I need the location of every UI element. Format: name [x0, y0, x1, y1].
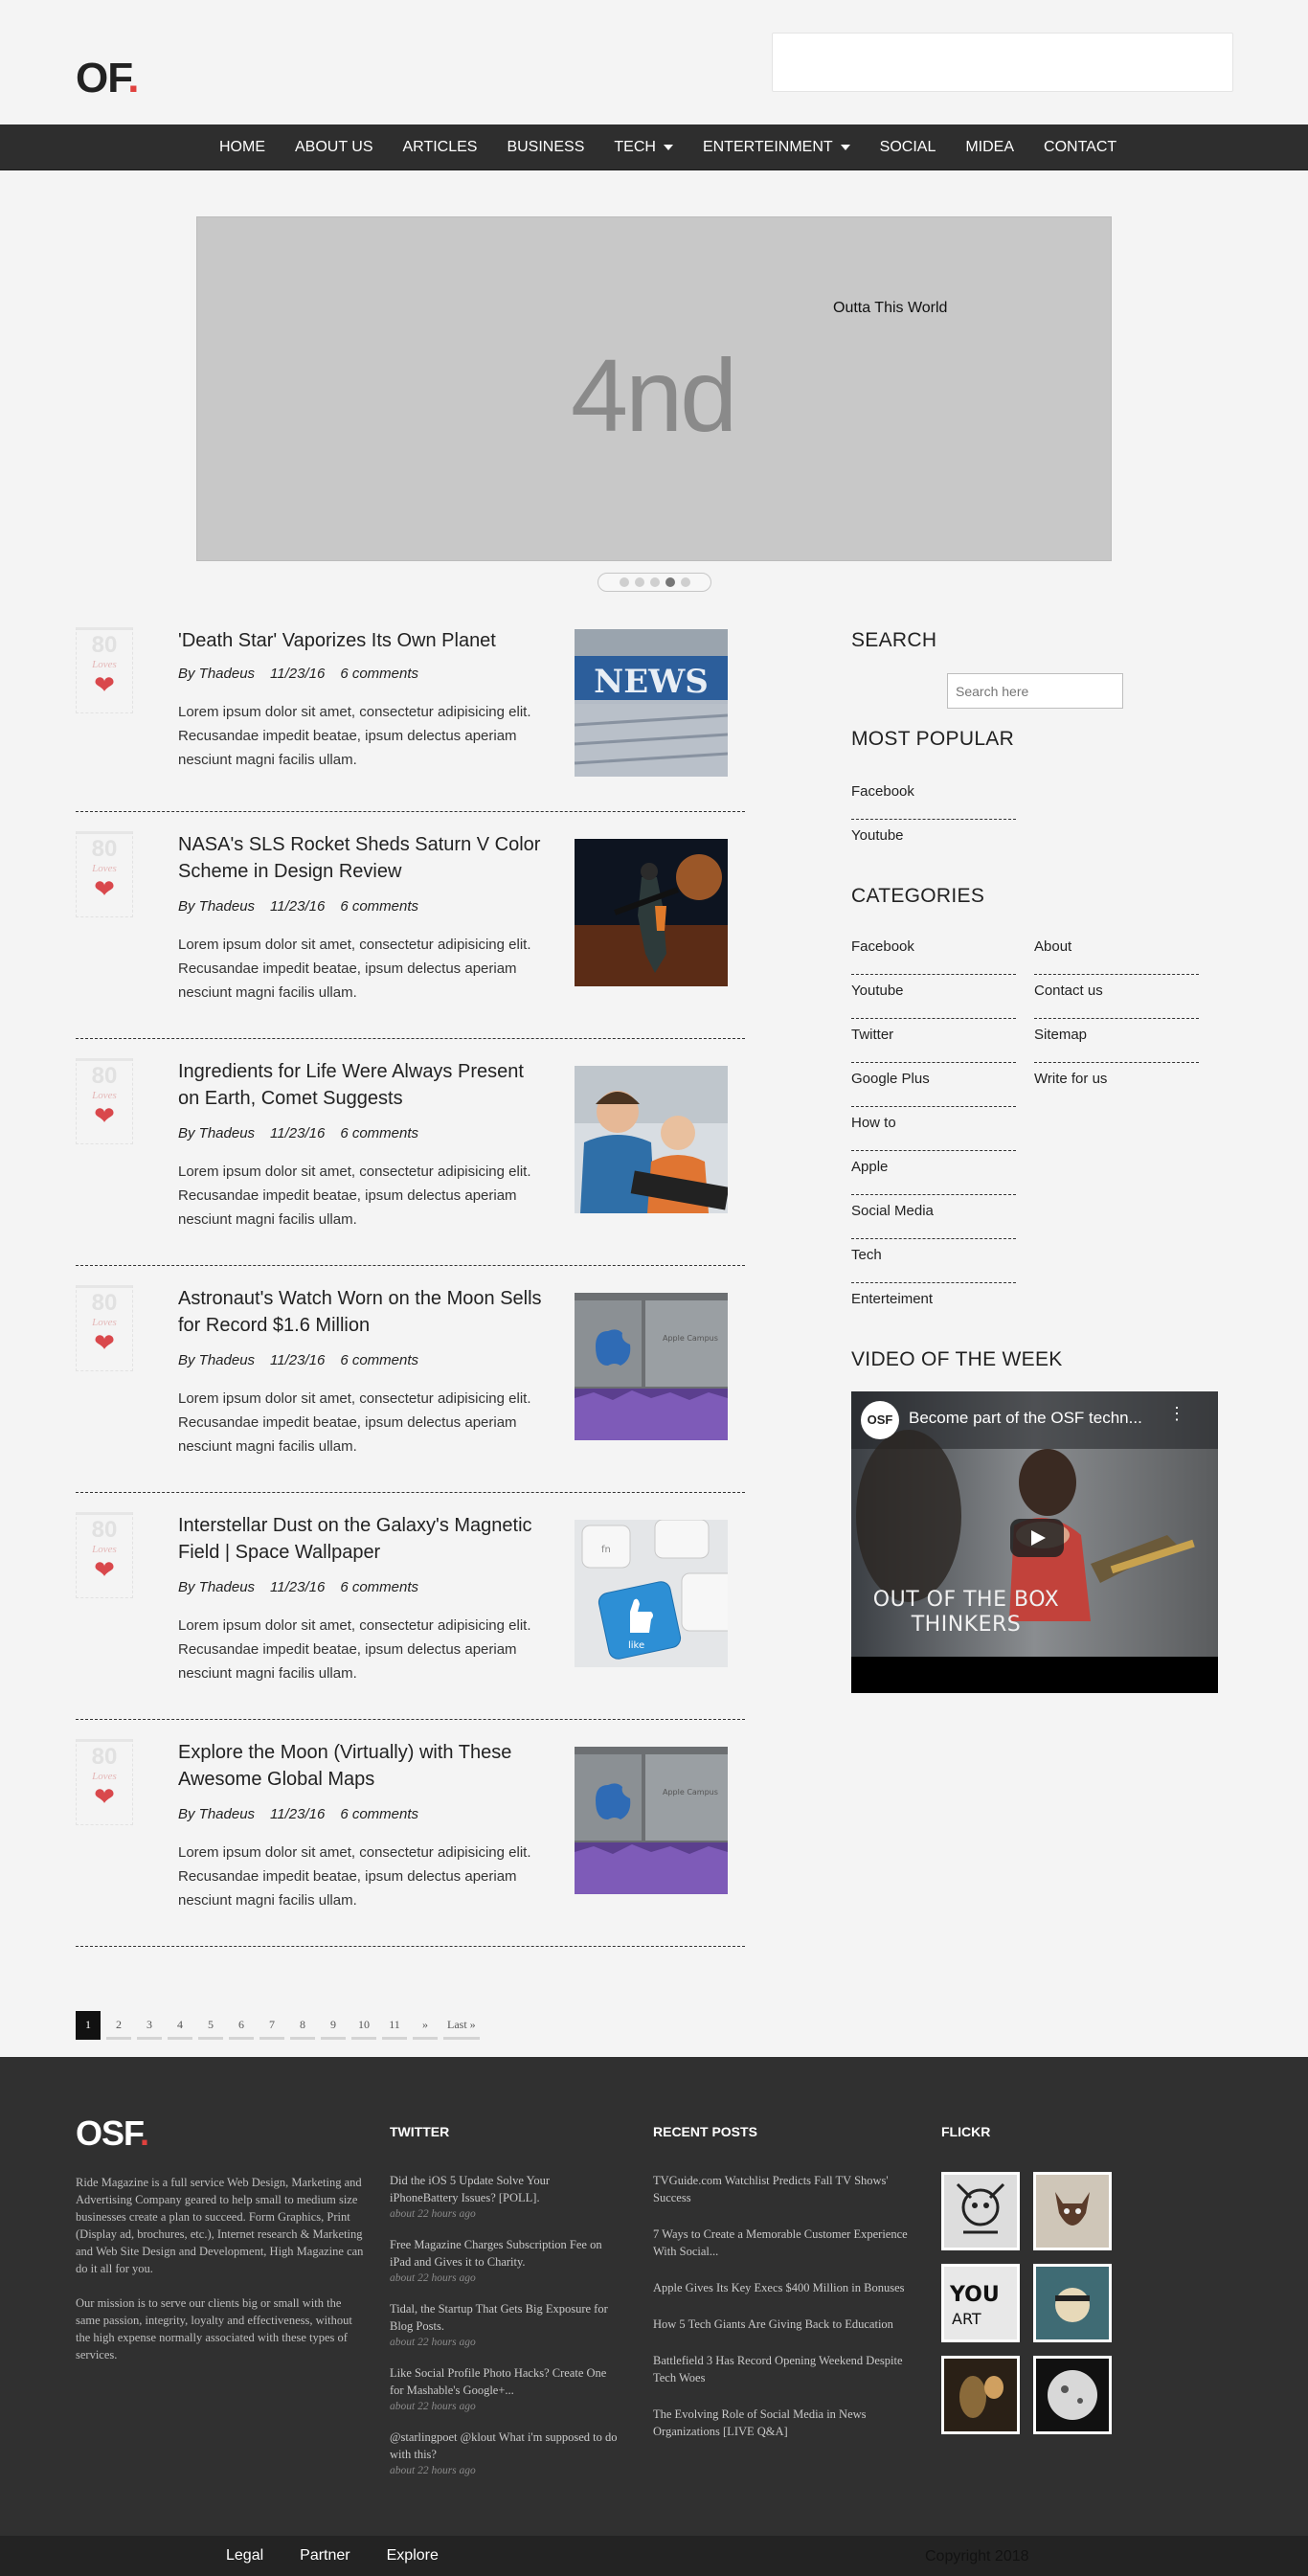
about-paragraph: Our mission is to serve our clients big or small with the same passion, integrity, loyalty and effectiveness, without the high expense normally associated with these types of services.	[76, 2296, 352, 2361]
tweet-text[interactable]: @starlingpoet @klout What i'm supposed to do with this?	[390, 2430, 618, 2461]
tweet-text[interactable]: Tidal, the Startup That Gets Big Exposure for Blog Posts.	[390, 2302, 608, 2333]
categories-list-left	[851, 931, 1016, 1327]
slider-dot[interactable]	[635, 577, 644, 587]
recent-post-link[interactable]: 7 Ways to Create a Memorable Customer Experience With Social...	[653, 2227, 908, 2258]
post-date: 11/23/16	[270, 1352, 326, 1368]
tweet-text[interactable]: Free Magazine Charges Subscription Fee on iPad and Gives it to Charity.	[390, 2238, 602, 2269]
post-divider	[76, 1492, 745, 1493]
tweet-time: about 22 hours ago	[390, 2401, 476, 2412]
heart-icon[interactable]: ❤	[94, 670, 115, 699]
pagination	[76, 2011, 480, 2040]
tweet-time: about 22 hours ago	[390, 2337, 476, 2348]
page-link[interactable]: 7	[259, 2011, 284, 2040]
post-divider	[76, 811, 745, 812]
post-item	[76, 1058, 745, 1250]
post-comments[interactable]: 6 comments	[340, 898, 419, 915]
loves-count: 80	[91, 1063, 118, 1089]
page-link[interactable]: »	[413, 2011, 438, 2040]
post-date: 11/23/16	[270, 898, 326, 915]
tweet	[390, 2429, 620, 2478]
tweet	[390, 2236, 620, 2286]
video-overlay-text: OUT OF THE BOX THINKERS	[872, 1588, 1060, 1637]
tweet-time: about 22 hours ago	[390, 2208, 476, 2220]
post-title[interactable]: NASA's SLS Rocket Sheds Saturn V Color Scheme in Design Review	[178, 834, 541, 882]
category-link[interactable]: Youtube	[851, 975, 1016, 1019]
post-meta	[178, 1579, 434, 1595]
nav-item-midea[interactable]	[965, 139, 1014, 156]
bottom-link[interactable]: Partner	[300, 2547, 350, 2564]
page-link[interactable]: 5	[198, 2011, 223, 2040]
flickr-photo[interactable]	[941, 2172, 1020, 2250]
nav-list	[219, 124, 1146, 170]
nav-label: MIDEA	[965, 139, 1015, 155]
page-link[interactable]: Last »	[443, 2011, 480, 2040]
tweet	[390, 2364, 620, 2414]
loves-counter[interactable]	[76, 831, 133, 917]
recent-posts-list	[653, 2172, 921, 2459]
post-excerpt: Lorem ipsum dolor sit amet, consectetur adipisicing elit. Recusandae impedit beatae, ipsum delectus aperiam nesciunt magni facilis ullam.	[178, 937, 531, 1001]
tweet-text[interactable]: Like Social Profile Photo Hacks? Create One for Mashable's Google+...	[390, 2366, 607, 2397]
category-link[interactable]: How to	[851, 1107, 1016, 1151]
flickr-photo[interactable]	[941, 2264, 1020, 2342]
hero-slider[interactable]	[196, 216, 1112, 561]
post-thumbnail[interactable]	[575, 629, 728, 777]
category-link[interactable]: Social Media	[851, 1195, 1016, 1239]
post-title[interactable]: Ingredients for Life Were Always Present on Earth, Comet Suggests	[178, 1061, 524, 1109]
footer-about	[76, 2174, 368, 2381]
post-comments[interactable]: 6 comments	[340, 1352, 419, 1368]
post-divider	[76, 1946, 745, 1947]
sidebar-search-input[interactable]	[947, 673, 1123, 709]
category-link[interactable]: Sitemap	[1034, 1019, 1199, 1063]
recent-post-link[interactable]: Apple Gives Its Key Execs $400 Million in Bonuses	[653, 2281, 905, 2294]
slider-dot[interactable]	[650, 577, 660, 587]
post-date: 11/23/16	[270, 666, 326, 682]
post-meta	[178, 898, 434, 915]
post-comments[interactable]: 6 comments	[340, 1806, 419, 1822]
recent-post-link[interactable]: Battlefield 3 Has Record Opening Weekend Despite Tech Woes	[653, 2354, 903, 2384]
svg-text:Apple Campus: Apple Campus	[663, 1334, 718, 1343]
nav-label: BUSINESS	[507, 139, 585, 155]
nav-item-social[interactable]	[880, 139, 936, 156]
slider-dot[interactable]	[665, 577, 675, 587]
flickr-photo[interactable]	[1033, 2356, 1112, 2434]
heart-icon[interactable]: ❤	[94, 874, 115, 903]
svg-text:like: like	[628, 1640, 645, 1651]
recent-post-link[interactable]: TVGuide.com Watchlist Predicts Fall TV Shows' Success	[653, 2174, 889, 2204]
slider-dot[interactable]	[620, 577, 629, 587]
post-author[interactable]: By Thadeus	[178, 1579, 256, 1595]
footer-logo[interactable]: OSF.	[76, 2113, 149, 2153]
nav-label: ABOUT US	[295, 139, 373, 155]
nav-label: CONTACT	[1044, 139, 1117, 155]
page-link[interactable]: 11	[382, 2011, 407, 2040]
nav-label: HOME	[219, 139, 265, 155]
more-options-icon[interactable]: ⋮	[1168, 1404, 1185, 1423]
page-link[interactable]: 1	[76, 2011, 101, 2040]
site-logo[interactable]: OF.	[76, 55, 139, 102]
post-date: 11/23/16	[270, 1579, 326, 1595]
loves-count: 80	[91, 1290, 118, 1316]
post-divider	[76, 1719, 745, 1720]
category-link[interactable]: Write for us	[1034, 1071, 1108, 1087]
loves-count: 80	[91, 632, 118, 658]
copyright: Copyright 2018	[925, 2548, 1029, 2565]
loves-count: 80	[91, 836, 118, 862]
nav-label: ENTERTEINMENT	[702, 139, 833, 155]
recent-posts-heading: RECENT POSTS	[653, 2124, 757, 2139]
search-heading: SEARCH	[851, 629, 937, 651]
nav-label: SOCIAL	[879, 139, 936, 155]
page-link[interactable]: 2	[106, 2011, 131, 2040]
post-item	[76, 1512, 745, 1704]
post-meta	[178, 1125, 434, 1141]
loves-label: Loves	[92, 1544, 117, 1555]
flickr-heading: FLICKR	[941, 2124, 991, 2139]
slide-number: 4nd	[571, 337, 735, 453]
bottom-link[interactable]: Legal	[226, 2547, 264, 2564]
category-link[interactable]: About	[1034, 931, 1199, 975]
tweet-text[interactable]: Did the iOS 5 Update Solve Your iPhoneBattery Issues? [POLL].	[390, 2174, 551, 2204]
category-link[interactable]: Google Plus	[851, 1063, 1016, 1107]
post-meta	[178, 666, 434, 682]
post-author[interactable]: By Thadeus	[178, 898, 256, 915]
main-nav	[0, 124, 1308, 170]
heart-icon[interactable]: ❤	[94, 1555, 115, 1584]
post-author[interactable]: By Thadeus	[178, 1352, 256, 1368]
bottom-link[interactable]: Explore	[386, 2547, 439, 2564]
post-title[interactable]: 'Death Star' Vaporizes Its Own Planet	[178, 630, 496, 651]
svg-text:ART: ART	[952, 2310, 981, 2328]
post-thumbnail[interactable]	[575, 1293, 728, 1440]
flickr-photo[interactable]	[1033, 2172, 1112, 2250]
loves-label: Loves	[92, 1771, 117, 1782]
post-comments[interactable]: 6 comments	[340, 666, 419, 682]
loves-counter[interactable]	[76, 1058, 133, 1144]
post-thumbnail[interactable]	[575, 1520, 728, 1667]
post-thumbnail[interactable]	[575, 1747, 728, 1894]
post-item	[76, 1285, 745, 1477]
tweet	[390, 2172, 620, 2222]
flickr-photo[interactable]	[941, 2356, 1020, 2434]
nav-item-about-us[interactable]	[295, 139, 373, 156]
nav-item-home[interactable]	[219, 139, 265, 156]
loves-label: Loves	[92, 863, 117, 874]
page-link[interactable]: 9	[321, 2011, 346, 2040]
most-popular-heading: MOST POPULAR	[851, 728, 1015, 750]
post-excerpt: Lorem ipsum dolor sit amet, consectetur adipisicing elit. Recusandae impedit beatae, ipsum delectus aperiam nesciunt magni facilis ullam.	[178, 1164, 531, 1228]
heart-icon[interactable]: ❤	[94, 1782, 115, 1811]
channel-logo[interactable]: OSF	[861, 1401, 899, 1439]
nav-item-business[interactable]	[507, 139, 584, 156]
category-link[interactable]: Enterteiment	[851, 1291, 934, 1307]
loves-counter[interactable]	[76, 1739, 133, 1825]
twitter-feed	[390, 2172, 620, 2493]
post-excerpt: Lorem ipsum dolor sit amet, consectetur adipisicing elit. Recusandae impedit beatae, ipsum delectus aperiam nesciunt magni facilis ullam.	[178, 1844, 531, 1909]
tweet	[390, 2300, 620, 2350]
loves-counter[interactable]	[76, 627, 133, 713]
post-date: 11/23/16	[270, 1806, 326, 1822]
heart-icon[interactable]: ❤	[94, 1328, 115, 1357]
nav-item-tech[interactable]	[614, 139, 673, 156]
post-divider	[76, 1038, 745, 1039]
page-link[interactable]: 6	[229, 2011, 254, 2040]
flickr-gallery	[941, 2172, 1123, 2434]
about-paragraph: Ride Magazine is a full service Web Design, Marketing and Advertising Company geared to help small to medium size businesses create a plan to succeed. Form Graphics, Print (Display ad, brochures, etc.), Internet research & Marketing and Web Site Design and Development, High Magazine can do it all for you.	[76, 2176, 364, 2275]
slide-caption: Outta This World	[833, 300, 948, 316]
bottom-links	[226, 2536, 475, 2576]
post-comments[interactable]: 6 comments	[340, 1125, 419, 1141]
most-popular-list	[851, 776, 1016, 864]
post-thumbnail[interactable]	[575, 839, 728, 986]
post-author[interactable]: By Thadeus	[178, 666, 256, 682]
post-title[interactable]: Explore the Moon (Virtually) with These Awesome Global Maps	[178, 1742, 512, 1790]
category-link[interactable]: Apple	[851, 1151, 1016, 1195]
tweet-time: about 22 hours ago	[390, 2272, 476, 2284]
page-link[interactable]: 8	[290, 2011, 315, 2040]
page-link[interactable]: 10	[351, 2011, 376, 2040]
nav-label: TECH	[614, 139, 656, 155]
tweet-time: about 22 hours ago	[390, 2465, 476, 2476]
nav-item-enterteinment[interactable]	[703, 139, 850, 156]
video-title[interactable]: Become part of the OSF techn...	[909, 1409, 1142, 1427]
loves-count: 80	[91, 1517, 118, 1543]
loves-count: 80	[91, 1744, 118, 1770]
post-date: 11/23/16	[270, 1125, 326, 1141]
category-link[interactable]: Facebook	[851, 931, 1016, 975]
loves-label: Loves	[92, 1090, 117, 1101]
slider-pagination	[598, 573, 711, 592]
post-item	[76, 831, 745, 1023]
post-author[interactable]: By Thadeus	[178, 1806, 256, 1822]
post-item	[76, 627, 745, 819]
categories-list-right	[1034, 931, 1199, 1107]
post-thumbnail[interactable]	[575, 1066, 728, 1213]
svg-text:Apple Campus: Apple Campus	[663, 1788, 718, 1796]
page-link[interactable]: 4	[168, 2011, 192, 2040]
category-link[interactable]: Twitter	[851, 1019, 1016, 1063]
bottom-bar	[0, 2536, 1308, 2576]
video-control-bar	[851, 1657, 1218, 1693]
popular-link[interactable]: Youtube	[851, 827, 904, 844]
categories-heading: CATEGORIES	[851, 885, 985, 907]
post-excerpt: Lorem ipsum dolor sit amet, consectetur adipisicing elit. Recusandae impedit beatae, ipsum delectus aperiam nesciunt magni facilis ullam.	[178, 1617, 531, 1682]
loves-label: Loves	[92, 1317, 117, 1328]
site-header	[0, 0, 1308, 124]
post-item	[76, 1739, 745, 1931]
header-banner-box	[772, 33, 1233, 92]
heart-icon[interactable]: ❤	[94, 1101, 115, 1130]
slider-dot[interactable]	[681, 577, 690, 587]
page-link[interactable]: 3	[137, 2011, 162, 2040]
caret-down-icon	[664, 145, 673, 150]
loves-counter[interactable]	[76, 1285, 133, 1371]
flickr-photo[interactable]	[1033, 2264, 1112, 2342]
post-title[interactable]: Interstellar Dust on the Galaxy's Magnetic Field | Space Wallpaper	[178, 1515, 532, 1563]
recent-post-link[interactable]: How 5 Tech Giants Are Giving Back to Education	[653, 2317, 893, 2331]
twitter-heading: TWITTER	[390, 2124, 450, 2139]
nav-item-articles[interactable]	[403, 139, 478, 156]
loves-label: Loves	[92, 659, 117, 670]
recent-post-link[interactable]: The Evolving Role of Social Media in News Organizations [LIVE Q&A]	[653, 2407, 867, 2438]
video-of-week-heading: VIDEO OF THE WEEK	[851, 1348, 1063, 1370]
category-link[interactable]: Contact us	[1034, 975, 1199, 1019]
svg-text:NEWS: NEWS	[594, 663, 709, 701]
post-divider	[76, 1265, 745, 1266]
post-comments[interactable]: 6 comments	[340, 1579, 419, 1595]
post-excerpt: Lorem ipsum dolor sit amet, consectetur adipisicing elit. Recusandae impedit beatae, ipsum delectus aperiam nesciunt magni facilis ullam.	[178, 704, 531, 768]
video-player[interactable]	[851, 1391, 1218, 1693]
post-meta	[178, 1352, 434, 1368]
popular-link[interactable]: Facebook	[851, 776, 1016, 820]
play-button[interactable]	[1010, 1519, 1064, 1557]
nav-label: ARTICLES	[402, 139, 478, 155]
post-title[interactable]: Astronaut's Watch Worn on the Moon Sells for Record $1.6 Million	[178, 1288, 542, 1336]
category-link[interactable]: Tech	[851, 1239, 1016, 1283]
post-meta	[178, 1806, 434, 1822]
post-author[interactable]: By Thadeus	[178, 1125, 256, 1141]
svg-text:fn: fn	[601, 1545, 611, 1555]
svg-text:YOU: YOU	[950, 2283, 1000, 2307]
loves-counter[interactable]	[76, 1512, 133, 1598]
post-excerpt: Lorem ipsum dolor sit amet, consectetur adipisicing elit. Recusandae impedit beatae, ipsum delectus aperiam nesciunt magni facilis ullam.	[178, 1390, 531, 1455]
nav-item-contact[interactable]	[1044, 139, 1116, 156]
site-footer	[0, 2057, 1308, 2536]
caret-down-icon	[841, 145, 850, 150]
